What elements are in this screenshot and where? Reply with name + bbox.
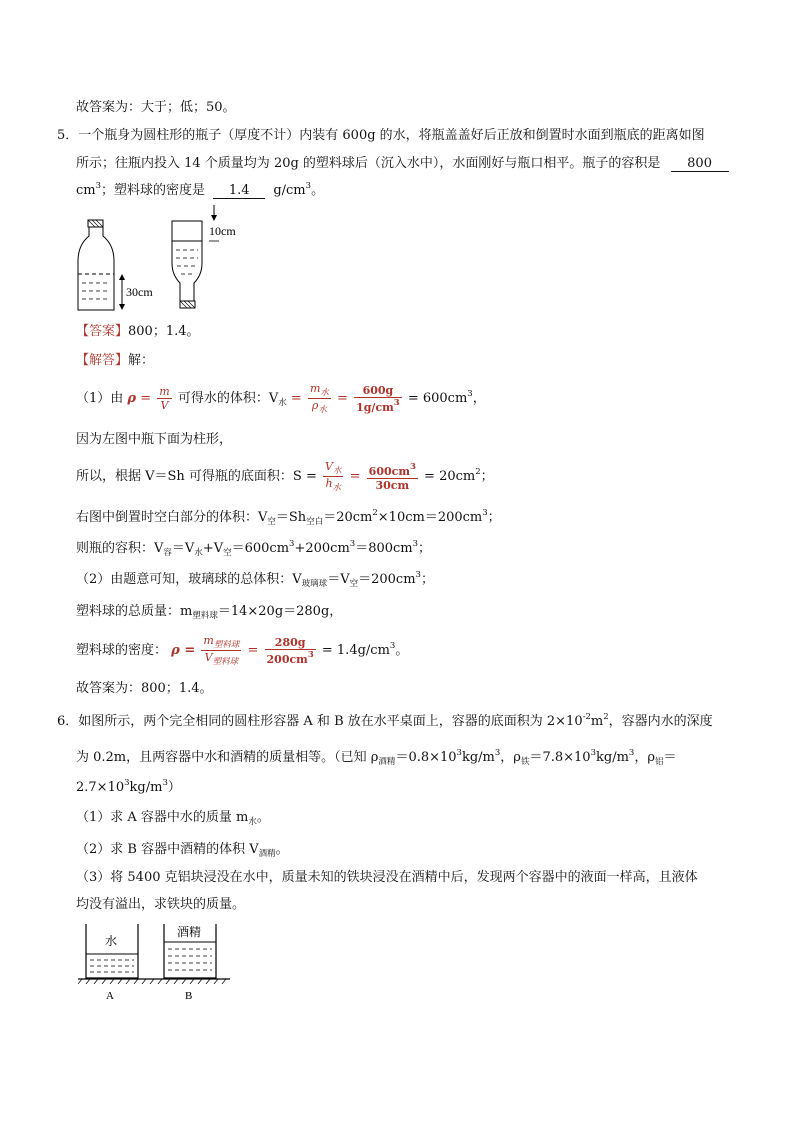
solution-step-7: 塑料球的总质量：$m_{塑料球}=14\times 20g=280g$， <box>76 604 343 621</box>
bottle-figure <box>76 203 256 315</box>
answer-tag: 【答案】 <box>76 324 129 339</box>
answer-blank-density: 1.4 <box>213 183 265 199</box>
solution-step-1: （1）由 ρ = $\frac{m}{V}$ 可得水的体积：$V_水$ = $\frac{m_水}{\rho_水}$ = $\frac{600g}{1g/cm^3}$ = $600cm^3$， <box>76 382 486 415</box>
container-a <box>86 924 138 978</box>
sub-question-3-line2: 均没有溢出，求铁块的质量。 <box>76 897 246 912</box>
question-number: 5． <box>57 128 79 143</box>
question-6-stem-line1: 6．如图所示，两个完全相同的圆柱形容器 A 和 B 放在水平桌面上，容器的底面积为 $2\times 10^{-2}m^2$，容器内水的深度 <box>57 712 713 729</box>
label-a: A <box>106 990 114 1002</box>
solution-step-3: 所以，根据 V＝Sh 可得瓶的底面积：S = $\frac{V_水}{h_水}$ = $\frac{600cm^3}{30cm}$ = $20cm^2$； <box>76 460 494 493</box>
solution-tag: 【解答】 <box>76 353 129 368</box>
water-label: 水 <box>105 934 118 948</box>
fraction-m-over-v: $\frac{m}{V}$ <box>159 385 170 412</box>
question-6-stem-line2: 为 0.2m，且两容器中水和酒精的质量相等。（已知 $\rho_{酒精}=0.8\times 10^3kg/m^3$，$\rho_铁=7.8\times 10^3kg/m^3$，$\rho_铝=$ <box>76 748 677 767</box>
question-5-stem-line3: $cm^3$；塑料球的密度是 1.4 $g/cm^3$。 <box>76 181 325 198</box>
question-6-stem-line3: $2.7\times 10^3kg/m^3$） <box>76 778 181 795</box>
height-label-30cm: 30cm <box>126 285 153 299</box>
question-number: 6． <box>57 714 79 729</box>
question-5-stem-line2: 所示；往瓶内投入 14 个质量均为 20g 的塑料球后（沉入水中），水面刚好与瓶口相平。瓶子的容积是 800 <box>76 152 729 172</box>
solution-step-2: 因为左图中瓶下面为柱形， <box>76 432 233 447</box>
answer-blank-volume: 800 <box>671 156 729 172</box>
sub-question-2: （2）求 B 容器中酒精的体积 $V_{酒精}$。 <box>76 842 289 859</box>
solution-step-6: （2）由题意可知，玻璃球的总体积：$V_{玻璃球}=V_空=200cm^3$； <box>76 570 434 589</box>
inverted-bottle <box>172 205 236 308</box>
solution-step-8: 塑料球的密度： ρ = $\frac{m_{塑料球}}{V_{塑料球}}$ = $\frac{280g}{200cm^3}$ = $1.4g/cm^3$。 <box>76 634 409 667</box>
container-b <box>164 924 216 978</box>
alcohol-label: 酒精 <box>177 925 202 939</box>
table-surface <box>78 979 230 984</box>
question-5-stem-line1: 5．一个瓶身为圆柱形的瓶子（厚度不计）内装有 600g 的水，将瓶盖盖好后正放和倒置时水面到瓶底的距离如图 <box>57 128 705 143</box>
final-answer: 故答案为：800；1.4。 <box>76 681 213 696</box>
sub-question-1: （1）求 A 容器中水的质量 $m_水$。 <box>76 810 270 827</box>
solution-step-5: 则瓶的容积：$V_容=V_水+V_空=600cm^3+200cm^3=800cm^3$； <box>76 539 432 558</box>
upright-bottle <box>78 220 153 310</box>
containers-figure <box>78 922 233 1004</box>
solution-step-4: 右图中倒置时空白部分的体积：$V_空=Sh_{空白}=20cm^2\times 10cm=200cm^3$； <box>76 508 501 527</box>
answer-line: 【答案】800；1.4。 <box>76 324 200 339</box>
label-b: B <box>185 990 193 1002</box>
solution-line: 【解答】解： <box>76 353 155 368</box>
previous-answer: 故答案为：大于；低；50。 <box>76 100 236 115</box>
height-label-10cm: 10cm <box>209 224 236 238</box>
sub-question-3-line1: （3）将 5400 克铝块浸没在水中，质量未知的铁块浸没在酒精中后，发现两个容器中的液面一样高，且液体 <box>76 870 698 885</box>
